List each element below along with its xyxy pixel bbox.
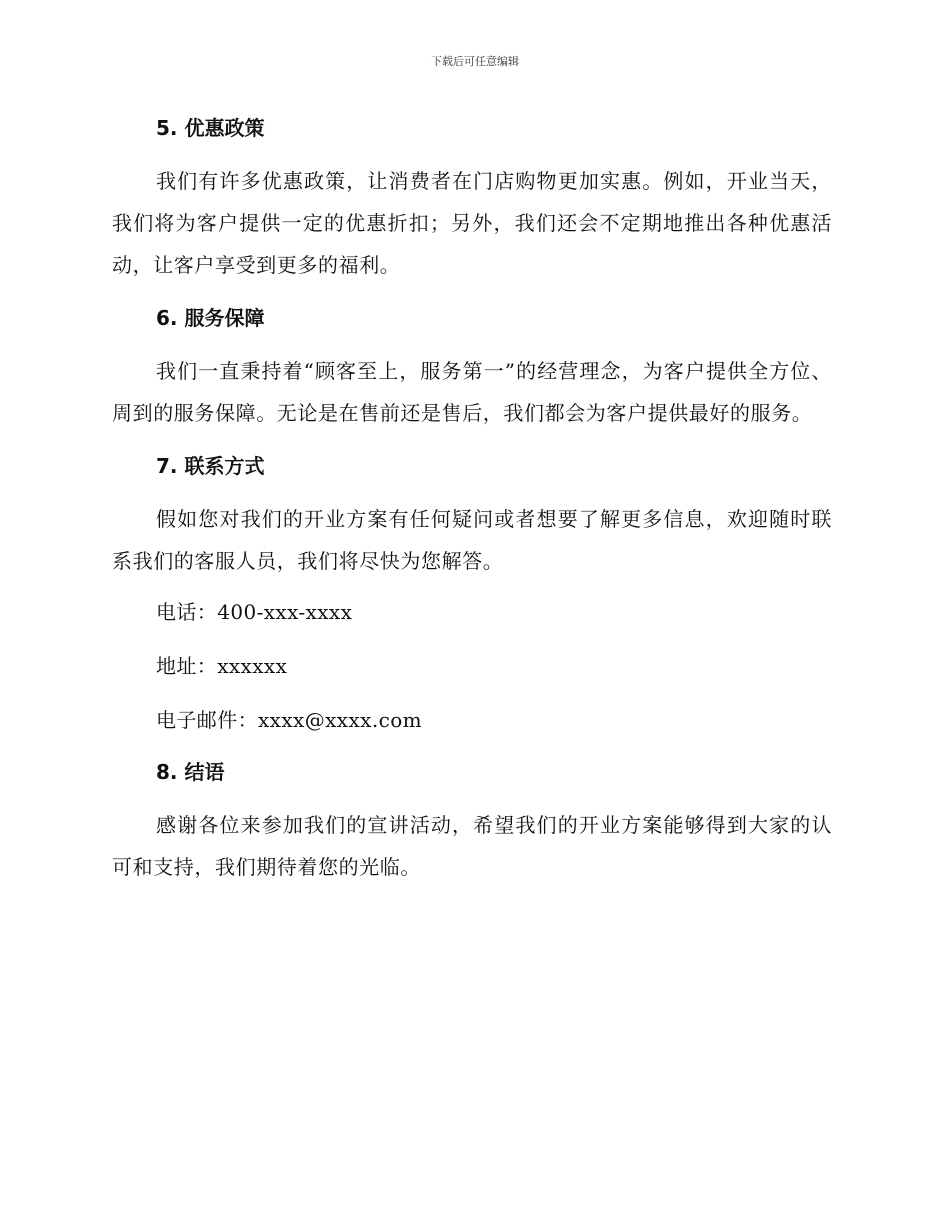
section-heading: 6. 服务保障	[156, 306, 265, 330]
section-conclusion	[112, 754, 832, 888]
section-heading: 7. 联系方式	[156, 454, 265, 478]
contact-address: 地址：xxxxxx	[156, 654, 288, 678]
section-paragraph: 感谢各位来参加我们的宣讲活动，希望我们的开业方案能够得到大家的认可和支持，我们期待着您的光临。	[112, 813, 832, 879]
section-heading: 5. 优惠政策	[156, 116, 265, 140]
section-paragraph: 我们有许多优惠政策，让消费者在门店购物更加实惠。例如，开业当天，我们将为客户提供一定的优惠折扣；另外，我们还会不定期地推出各种优惠活动，让客户享受到更多的福利。	[112, 169, 832, 277]
document-content	[112, 110, 832, 888]
section-service-guarantee	[112, 300, 832, 434]
section-paragraph: 我们一直秉持着“顾客至上，服务第一”的经营理念，为客户提供全方位、周到的服务保障。无论是在售前还是售后，我们都会为客户提供最好的服务。	[112, 359, 832, 425]
contact-email: 电子邮件：xxxx@xxxx.com	[156, 708, 422, 732]
contact-list	[112, 592, 832, 740]
header-note: 下载后可任意编辑	[431, 55, 519, 68]
section-discount-policy	[112, 110, 832, 286]
section-heading: 8. 结语	[156, 760, 225, 784]
section-contact	[112, 448, 832, 740]
section-paragraph: 假如您对我们的开业方案有任何疑问或者想要了解更多信息，欢迎随时联系我们的客服人员，我们将尽快为您解答。	[112, 507, 832, 573]
contact-phone: 电话：400-xxx-xxxx	[156, 600, 353, 624]
